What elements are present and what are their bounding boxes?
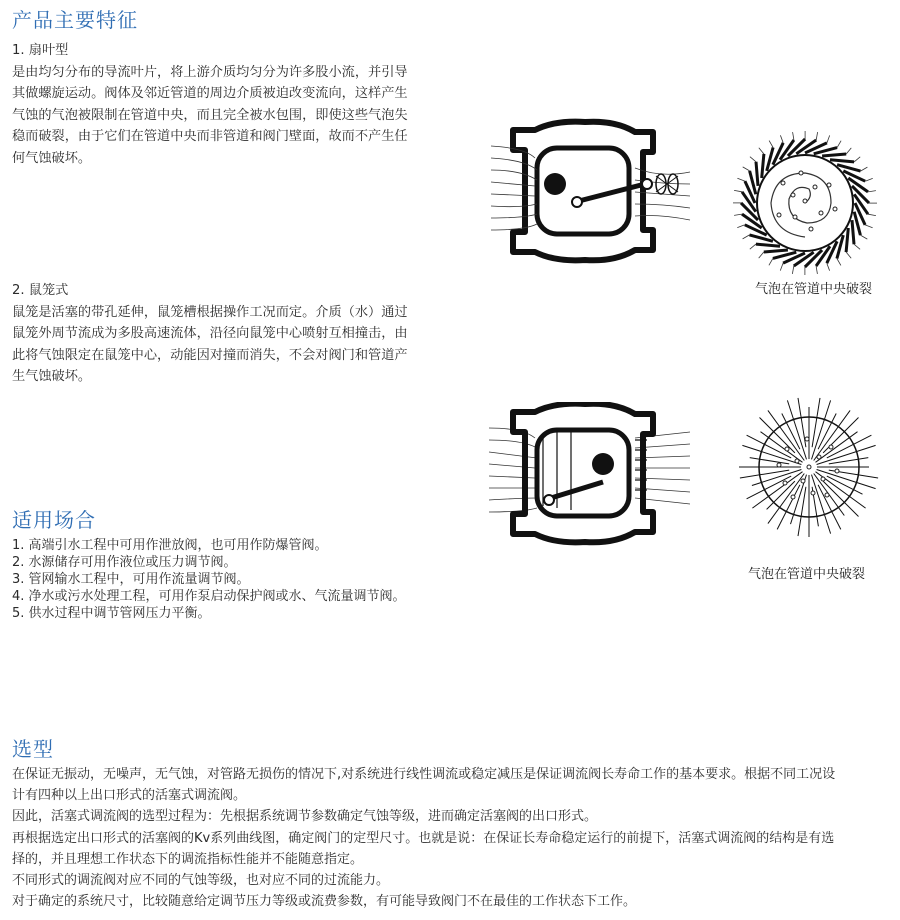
fan-type-section (12, 40, 442, 169)
list-item: 3. 管网输水工程中，可用作流量调节阀。 (12, 572, 250, 587)
flow-arrow (827, 263, 830, 271)
flow-arrow (750, 157, 756, 162)
features-heading: 产品主要特征 (12, 8, 138, 32)
spiral-blade (830, 160, 854, 162)
cage-type-line: 此将气蚀限定在鼠笼中心，动能因对撞而消失，不会对阀门和管道产 (12, 347, 408, 363)
cage-type-title: 2. 鼠笼式 (12, 283, 69, 298)
radial-jet (798, 487, 806, 536)
radial-jet (812, 398, 820, 447)
selection-line: 因此，活塞式调流阀的选型过程为：先根据系统调节参数确定气蚀等级，进而确定活塞阀的出口形式。 (12, 809, 598, 825)
fan-valve-diagram (485, 118, 695, 268)
cage-type-line: 鼠笼外周节流成为多股高速流体，沿径向鼠笼中心喷射互相撞击，由 (12, 326, 408, 341)
flow-arrow (816, 266, 817, 274)
flow-arrow (769, 258, 773, 265)
spiral-blade (764, 250, 788, 252)
flow-arrow (865, 225, 873, 228)
flow-arrow (759, 252, 764, 258)
spiral-cavitation-figure (730, 128, 880, 278)
flow-arrow (865, 178, 873, 181)
flow-arrow (868, 214, 876, 215)
applications-heading: 适用场合 (12, 508, 96, 532)
spiral-blade (852, 220, 854, 244)
spiral-blade (762, 154, 764, 178)
flow-arrow (734, 214, 742, 215)
fan-type-line: 其做螺旋运动。阀体及邻近管道的周边介质被迫改变流向，这样产生 (12, 86, 408, 101)
applications-list (12, 537, 406, 622)
fan-type-line: 是由均匀分布的导流叶片，将上游介质均匀分为许多股小流，并引导 (12, 64, 408, 80)
flow-arrow (743, 235, 750, 239)
selection-line: 对于确定的系统尺寸，比较随意给定调节压力等级或流费参数，有可能导致阀门不在最佳的工作状态下工作。 (12, 894, 637, 910)
fan-type-line: 气蚀的气泡被限制在管道中央，而且完全被水包围，即使这些气泡失 (12, 107, 408, 123)
flow-arrow (837, 259, 841, 266)
cage-type-section (12, 280, 442, 388)
flow-arrow (846, 252, 851, 258)
selection-text (12, 764, 898, 912)
selection-line: 不同形式的调流阀对应不同的气蚀等级，也对应不同的过流能力。 (12, 873, 390, 889)
flow-arrow (780, 263, 783, 271)
fan-type-line: 何气蚀破坏。 (12, 150, 92, 166)
figure-caption: 气泡在管道中央破裂 (748, 567, 866, 582)
flow-arrow (861, 167, 868, 171)
flow-arrow (750, 244, 756, 249)
flow-arrow (792, 266, 793, 274)
list-item: 4. 净水或污水处理工程，可用作泵启动保护阀或水、气流量调节阀。 (12, 589, 406, 604)
flow-arrow (860, 235, 867, 239)
spiral-blade (756, 244, 780, 246)
flow-arrow (854, 244, 860, 249)
flow-arrow (737, 225, 745, 228)
flow-arrow (759, 148, 764, 154)
flow-arrow (793, 132, 794, 140)
flow-arrow (769, 141, 773, 148)
selection-line: 在保证无振动，无噪声，无气蚀，对管路无损伤的情况下,对系统进行线性调流或稳定减压是保证调流阀长寿命工作的基本要求。根据不同工况设 (12, 767, 836, 782)
selection-heading: 选型 (12, 737, 54, 761)
flow-arrow (846, 148, 851, 154)
spiral-blade (846, 228, 848, 252)
flow-arrow (816, 132, 817, 140)
cage-valve-diagram (485, 402, 695, 552)
cage-type-line: 鼠笼是活塞的带孔延伸，鼠笼槽根据操作工况而定。介质（水）通过 (12, 304, 408, 320)
fan-type-line: 稳而破裂，由于它们在管道中央而非管道和阀门壁面，故而不产生任 (12, 129, 408, 144)
flow-arrow (734, 190, 742, 191)
spiral-blade (822, 154, 846, 156)
flow-arrow (737, 178, 745, 181)
selection-line: 再根据选定出口形式的活塞阀的Kv系列曲线图，确定阀门的定型尺寸。也就是说：在保证长寿命稳定运行的前提下，活塞式调流阀的结构是有选 (12, 830, 835, 846)
flow-arrow (827, 135, 830, 143)
flow-arrow (868, 191, 876, 192)
list-item: 1. 高端引水工程中可用作泄放阀，也可用作防爆管阀。 (12, 538, 328, 553)
fan-type-title: 1. 扇叶型 (12, 43, 69, 58)
figure-caption: 气泡在管道中央破裂 (755, 282, 873, 297)
flow-arrow (837, 141, 841, 148)
flow-arrow (780, 135, 783, 143)
selection-line: 计有四种以上出口形式的活塞式调流阀。 (12, 788, 247, 804)
spiral-blade (756, 162, 758, 186)
selection-line: 择的，并且理想工作状态下的调流指标性能并不能随意指定。 (12, 851, 364, 867)
flow-arrow (743, 167, 750, 171)
list-item: 5. 供水过程中调节管网压力平衡。 (12, 606, 211, 621)
cage-type-line: 生气蚀破坏。 (12, 369, 92, 384)
flow-arrow (854, 157, 860, 162)
list-item: 2. 水源储存可用作液位或压力调节阀。 (12, 555, 237, 570)
radial-cavitation-figure (734, 392, 884, 542)
radial-jet (740, 470, 789, 478)
